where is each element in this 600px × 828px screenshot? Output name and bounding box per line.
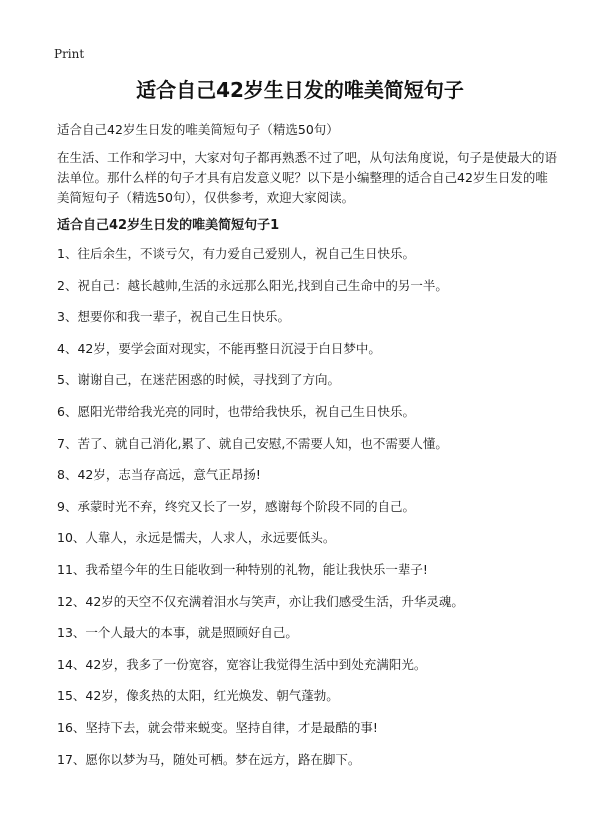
list-item: 12、42岁的天空不仅充满着泪水与笑声，亦让我们感受生活，升华灵魂。 [57,593,464,609]
page-title: 适合自己42岁生日发的唯美简短句子 [136,78,464,102]
sentence-list [57,244,557,781]
list-item: 16、坚持下去，就会带来蜕变。坚持自律，才是最酷的事! [57,719,378,735]
list-item: 9、承蒙时光不弃，终究又长了一岁，感谢每个阶段不同的自己。 [57,498,415,514]
list-item: 11、我希望今年的生日能收到一种特别的礼物，能让我快乐一辈子! [57,561,428,577]
list-item: 4、42岁，要学会面对现实，不能再整日沉浸于白日梦中。 [57,340,381,356]
intro-paragraph: 在生活、工作和学习中，大家对句子都再熟悉不过了吧，从句法角度说，句子是使最大的语法单位。那什么样的句子才具有启发意义呢？以下是小编整理的适合自己42岁生日发的唯美简短句子（精选50句），仅供参考，欢迎大家阅读。 [57,150,558,205]
list-item: 8、42岁，志当存高远，意气正昂扬! [57,467,261,483]
list-item: 17、愿你以梦为马，随处可栖。梦在远方，路在脚下。 [57,751,361,767]
list-item: 10、人靠人，永远是懦夫，人求人，永远要低头。 [57,530,336,546]
print-link[interactable]: Print [54,47,85,61]
list-item: 2、祝自己：越长越帅,生活的永远那么阳光,找到自己生命中的另一半。 [57,277,448,293]
list-item: 5、谢谢自己，在迷茫困惑的时候，寻找到了方向。 [57,372,340,388]
list-item: 1、往后余生，不谈亏欠，有力爱自己爱别人，祝自己生日快乐。 [57,246,415,261]
list-item: 6、愿阳光带给我光亮的同时，也带给我快乐，祝自己生日快乐。 [57,403,415,419]
list-item: 13、一个人最大的本事，就是照顾好自己。 [57,625,298,641]
section-heading: 适合自己42岁生日发的唯美简短句子1 [57,218,280,233]
list-item: 15、42岁，像炙热的太阳，红光焕发、朝气蓬勃。 [57,688,339,704]
document-subtitle: 适合自己42岁生日发的唯美简短句子（精选50句） [57,122,339,137]
list-item: 7、苦了、就自己消化,累了、就自己安慰,不需要人知，也不需要人懂。 [57,435,448,451]
list-item: 3、想要你和我一辈子，祝自己生日快乐。 [57,309,290,325]
list-item: 14、42岁，我多了一份宽容，宽容让我觉得生活中到处充满阳光。 [57,656,427,672]
